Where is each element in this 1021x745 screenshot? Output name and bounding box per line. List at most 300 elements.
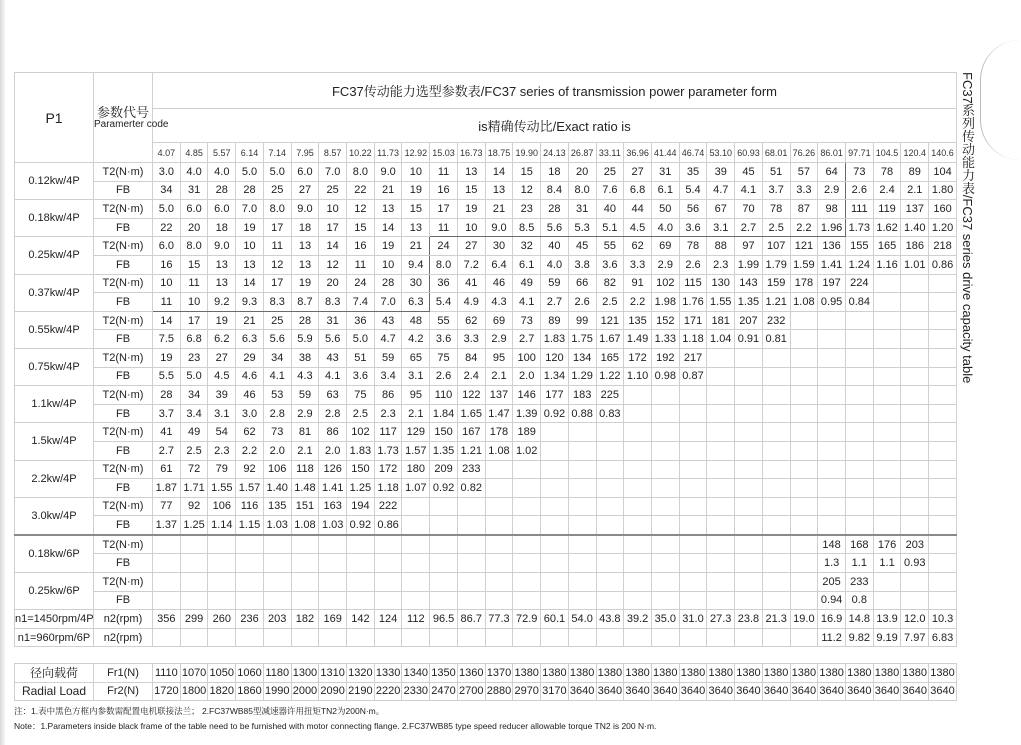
torque-cell bbox=[845, 311, 873, 330]
torque-cell bbox=[263, 535, 291, 554]
torque-cell: 102 bbox=[347, 423, 375, 442]
param-code: FB bbox=[94, 330, 153, 349]
torque-cell bbox=[790, 423, 818, 442]
fb-cell: 0.81 bbox=[762, 330, 790, 349]
table-row bbox=[15, 460, 957, 479]
fb-cell: 5.6 bbox=[263, 330, 291, 349]
fb-cell bbox=[513, 479, 541, 498]
fb-cell bbox=[596, 591, 624, 610]
fb-cell: 3.0 bbox=[236, 404, 264, 423]
fb-cell bbox=[901, 330, 929, 349]
fb-cell: 5.1 bbox=[596, 218, 624, 237]
fb-cell bbox=[236, 554, 264, 573]
torque-cell bbox=[291, 535, 319, 554]
speed-cell: 11.2 bbox=[818, 628, 846, 647]
fb-cell bbox=[596, 554, 624, 573]
fb-cell bbox=[707, 516, 735, 535]
torque-cell: 19 bbox=[208, 311, 236, 330]
ratio-value-24: 86.01 bbox=[818, 143, 846, 163]
fb-cell: 1.33 bbox=[651, 330, 679, 349]
fb-cell bbox=[762, 516, 790, 535]
page-edge-shadow bbox=[0, 0, 6, 745]
fb-cell bbox=[679, 516, 707, 535]
ratio-value-10: 15.03 bbox=[430, 143, 458, 163]
speed-cell: 19.0 bbox=[790, 610, 818, 629]
torque-cell bbox=[568, 573, 596, 592]
speed-cell: 16.9 bbox=[818, 610, 846, 629]
speed-cell: 6.83 bbox=[929, 628, 957, 647]
ratio-value-19: 46.74 bbox=[679, 143, 707, 163]
torque-cell bbox=[596, 497, 624, 516]
fb-cell bbox=[541, 591, 569, 610]
torque-cell bbox=[568, 460, 596, 479]
fb-cell: 15 bbox=[457, 181, 485, 200]
fb-cell bbox=[735, 367, 763, 386]
speed-cell: 21.3 bbox=[762, 610, 790, 629]
table-row bbox=[15, 628, 957, 647]
speed-cell bbox=[374, 628, 402, 647]
torque-cell: 121 bbox=[596, 311, 624, 330]
torque-cell: 78 bbox=[679, 237, 707, 256]
torque-cell: 5.0 bbox=[236, 163, 264, 182]
torque-cell: 31 bbox=[319, 311, 347, 330]
torque-cell: 194 bbox=[347, 497, 375, 516]
fb-cell bbox=[873, 516, 901, 535]
table-row bbox=[15, 479, 957, 498]
fb-cell: 1.41 bbox=[818, 255, 846, 274]
torque-cell: 122 bbox=[457, 386, 485, 405]
fb-cell: 0.92 bbox=[430, 479, 458, 498]
fb-cell: 1.18 bbox=[374, 479, 402, 498]
torque-cell: 165 bbox=[596, 348, 624, 367]
fb-cell: 2.5 bbox=[347, 404, 375, 423]
fb-cell bbox=[513, 554, 541, 573]
speed-cell bbox=[263, 628, 291, 647]
torque-cell bbox=[929, 348, 957, 367]
speed-cell: 14.8 bbox=[845, 610, 873, 629]
torque-cell: 59 bbox=[541, 274, 569, 293]
torque-cell bbox=[901, 311, 929, 330]
fb-cell bbox=[873, 591, 901, 610]
fb-cell bbox=[651, 441, 679, 460]
torque-cell: 120 bbox=[541, 348, 569, 367]
speed-cell: 142 bbox=[347, 610, 375, 629]
fb-cell bbox=[624, 554, 652, 573]
torque-cell: 9.0 bbox=[208, 237, 236, 256]
fb-cell bbox=[457, 591, 485, 610]
torque-cell: 66 bbox=[568, 274, 596, 293]
radial-load-cell: 1300 bbox=[291, 664, 319, 683]
fb-cell: 3.1 bbox=[208, 404, 236, 423]
fb-cell bbox=[651, 591, 679, 610]
fb-cell: 2.0 bbox=[513, 367, 541, 386]
ratio-value-25: 97.71 bbox=[845, 143, 873, 163]
fb-cell: 9.2 bbox=[208, 293, 236, 312]
torque-cell: 41 bbox=[153, 423, 181, 442]
torque-cell: 116 bbox=[236, 497, 264, 516]
fb-cell: 1.83 bbox=[347, 441, 375, 460]
fb-cell: 9.0 bbox=[485, 218, 513, 237]
table-row bbox=[15, 200, 957, 219]
fb-cell: 5.5 bbox=[153, 367, 181, 386]
torque-cell: 62 bbox=[457, 311, 485, 330]
power-label: n1=960rpm/6P bbox=[15, 628, 94, 647]
torque-cell: 57 bbox=[790, 163, 818, 182]
torque-cell: 18 bbox=[541, 163, 569, 182]
torque-cell: 86 bbox=[374, 386, 402, 405]
torque-cell bbox=[873, 386, 901, 405]
torque-cell bbox=[153, 535, 181, 554]
torque-cell: 102 bbox=[651, 274, 679, 293]
table-row bbox=[15, 610, 957, 629]
transmission-power-table bbox=[14, 72, 957, 647]
fb-cell bbox=[263, 591, 291, 610]
torque-cell: 43 bbox=[319, 348, 347, 367]
speed-cell: 356 bbox=[153, 610, 181, 629]
torque-cell: 19 bbox=[374, 237, 402, 256]
torque-cell: 9.0 bbox=[291, 200, 319, 219]
ratio-value-27: 120.4 bbox=[901, 143, 929, 163]
fb-cell: 4.9 bbox=[457, 293, 485, 312]
radial-load-cell: 2220 bbox=[374, 682, 402, 701]
torque-cell bbox=[402, 497, 430, 516]
fb-cell bbox=[430, 554, 458, 573]
fb-cell bbox=[568, 554, 596, 573]
torque-cell bbox=[929, 386, 957, 405]
speed-cell bbox=[430, 628, 458, 647]
torque-cell: 36 bbox=[347, 311, 375, 330]
torque-cell bbox=[818, 460, 846, 479]
table-row bbox=[15, 163, 957, 182]
fb-cell: 17 bbox=[319, 218, 347, 237]
fb-cell: 16 bbox=[153, 255, 181, 274]
torque-cell: 209 bbox=[430, 460, 458, 479]
radial-load-cell: 2090 bbox=[319, 682, 347, 701]
speed-cell: 23.8 bbox=[735, 610, 763, 629]
fb-cell bbox=[762, 479, 790, 498]
speed-cell bbox=[651, 628, 679, 647]
fb-cell: 8.0 bbox=[568, 181, 596, 200]
speed-cell: 13.9 bbox=[873, 610, 901, 629]
fb-cell bbox=[541, 441, 569, 460]
speed-cell bbox=[291, 628, 319, 647]
torque-cell bbox=[541, 573, 569, 592]
radial-load-cell: 1380 bbox=[541, 664, 569, 683]
torque-cell bbox=[762, 460, 790, 479]
speed-cell bbox=[236, 628, 264, 647]
torque-cell: 40 bbox=[541, 237, 569, 256]
fb-cell: 1.79 bbox=[762, 255, 790, 274]
fb-cell bbox=[818, 479, 846, 498]
torque-cell: 186 bbox=[901, 237, 929, 256]
param-code: FB bbox=[94, 218, 153, 237]
ratio-row bbox=[15, 143, 957, 163]
radial-label-en: Radial Load bbox=[15, 682, 94, 701]
torque-cell bbox=[929, 423, 957, 442]
torque-cell bbox=[929, 311, 957, 330]
torque-cell: 17 bbox=[430, 200, 458, 219]
fb-cell bbox=[541, 479, 569, 498]
fb-cell bbox=[762, 554, 790, 573]
table-row bbox=[15, 274, 957, 293]
fb-cell: 2.7 bbox=[513, 330, 541, 349]
torque-cell: 49 bbox=[180, 423, 208, 442]
fb-cell bbox=[790, 330, 818, 349]
ratio-value-8: 11.73 bbox=[374, 143, 402, 163]
torque-cell: 56 bbox=[679, 200, 707, 219]
radial-load-cell: 1860 bbox=[236, 682, 264, 701]
torque-cell: 23 bbox=[513, 200, 541, 219]
fb-cell bbox=[845, 479, 873, 498]
table-row bbox=[15, 255, 957, 274]
fb-cell: 4.5 bbox=[208, 367, 236, 386]
fb-cell bbox=[845, 330, 873, 349]
radial-load-cell: 1070 bbox=[180, 664, 208, 683]
torque-cell: 21 bbox=[236, 311, 264, 330]
fb-cell: 1.18 bbox=[679, 330, 707, 349]
fb-cell bbox=[707, 554, 735, 573]
torque-cell bbox=[790, 348, 818, 367]
radial-load-cell: 2190 bbox=[347, 682, 375, 701]
torque-cell: 118 bbox=[291, 460, 319, 479]
fb-cell: 5.6 bbox=[319, 330, 347, 349]
torque-cell: 5.0 bbox=[153, 200, 181, 219]
param-code: FB bbox=[94, 404, 153, 423]
fb-cell: 1.03 bbox=[263, 516, 291, 535]
torque-cell bbox=[873, 423, 901, 442]
torque-cell: 25 bbox=[596, 163, 624, 182]
fb-cell: 22 bbox=[153, 218, 181, 237]
fb-cell: 1.1 bbox=[873, 554, 901, 573]
fb-cell: 3.6 bbox=[596, 255, 624, 274]
torque-cell: 40 bbox=[596, 200, 624, 219]
fb-cell: 10 bbox=[374, 255, 402, 274]
torque-cell: 180 bbox=[402, 460, 430, 479]
speed-cell: 39.2 bbox=[624, 610, 652, 629]
torque-cell: 51 bbox=[762, 163, 790, 182]
fb-cell: 2.6 bbox=[430, 367, 458, 386]
torque-cell bbox=[735, 460, 763, 479]
fb-cell bbox=[929, 367, 957, 386]
fb-cell bbox=[873, 404, 901, 423]
power-label: 2.2kw/4P bbox=[15, 460, 94, 497]
torque-cell: 46 bbox=[485, 274, 513, 293]
torque-cell: 167 bbox=[457, 423, 485, 442]
torque-cell bbox=[319, 535, 347, 554]
torque-cell: 30 bbox=[485, 237, 513, 256]
torque-cell bbox=[513, 460, 541, 479]
param-code: T2(N·m) bbox=[94, 460, 153, 479]
fb-cell: 5.6 bbox=[541, 218, 569, 237]
fb-cell: 2.7 bbox=[541, 293, 569, 312]
ratio-value-23: 76.26 bbox=[790, 143, 818, 163]
fb-cell bbox=[347, 591, 375, 610]
torque-cell: 25 bbox=[263, 311, 291, 330]
torque-cell bbox=[762, 535, 790, 554]
param-code: T2(N·m) bbox=[94, 497, 153, 516]
ratio-value-6: 8.57 bbox=[319, 143, 347, 163]
torque-cell bbox=[901, 423, 929, 442]
side-title: FC37系列传动能力表/FC37 series drive capacity table bbox=[960, 72, 975, 384]
fb-cell: 7.2 bbox=[457, 255, 485, 274]
torque-cell: 6.0 bbox=[153, 237, 181, 256]
torque-cell: 41 bbox=[457, 274, 485, 293]
torque-cell bbox=[513, 573, 541, 592]
fb-cell: 13 bbox=[402, 218, 430, 237]
speed-cell: 169 bbox=[319, 610, 347, 629]
fb-cell: 2.7 bbox=[735, 218, 763, 237]
table-row bbox=[15, 330, 957, 349]
radial-load-cell: 3640 bbox=[901, 682, 929, 701]
speed-cell: 9.19 bbox=[873, 628, 901, 647]
speed-cell: 299 bbox=[180, 610, 208, 629]
fb-cell bbox=[457, 554, 485, 573]
torque-cell bbox=[735, 535, 763, 554]
radial-load-cell: 3640 bbox=[568, 682, 596, 701]
torque-cell: 34 bbox=[263, 348, 291, 367]
radial-load-cell: 1380 bbox=[735, 664, 763, 683]
power-label: 0.75kw/4P bbox=[15, 348, 94, 385]
fb-cell: 10 bbox=[180, 293, 208, 312]
torque-cell bbox=[707, 460, 735, 479]
fb-cell: 1.08 bbox=[485, 441, 513, 460]
torque-cell bbox=[457, 497, 485, 516]
fb-cell: 0.87 bbox=[679, 367, 707, 386]
torque-cell bbox=[291, 573, 319, 592]
torque-cell bbox=[790, 535, 818, 554]
fb-cell: 0.92 bbox=[347, 516, 375, 535]
fb-cell: 4.5 bbox=[624, 218, 652, 237]
radial-label-cn: 径向载荷 bbox=[15, 664, 94, 683]
torque-cell: 59 bbox=[291, 386, 319, 405]
torque-cell: 152 bbox=[651, 311, 679, 330]
torque-cell: 39 bbox=[707, 163, 735, 182]
fb-cell: 0.86 bbox=[374, 516, 402, 535]
speed-cell bbox=[735, 628, 763, 647]
torque-cell: 39 bbox=[208, 386, 236, 405]
torque-cell: 8.0 bbox=[263, 200, 291, 219]
torque-cell bbox=[457, 535, 485, 554]
fb-cell: 8.4 bbox=[541, 181, 569, 200]
speed-cell: 86.7 bbox=[457, 610, 485, 629]
radial-load-cell: 1380 bbox=[568, 664, 596, 683]
param-code: T2(N·m) bbox=[94, 163, 153, 182]
fb-cell bbox=[873, 330, 901, 349]
torque-cell: 86 bbox=[319, 423, 347, 442]
fb-cell: 1.76 bbox=[679, 293, 707, 312]
torque-cell bbox=[845, 460, 873, 479]
fb-cell: 1.21 bbox=[762, 293, 790, 312]
torque-cell: 55 bbox=[596, 237, 624, 256]
fb-cell: 1.57 bbox=[236, 479, 264, 498]
ratio-value-7: 10.22 bbox=[347, 143, 375, 163]
torque-cell: 8.0 bbox=[347, 163, 375, 182]
torque-cell bbox=[513, 535, 541, 554]
fb-cell bbox=[263, 554, 291, 573]
param-code: T2(N·m) bbox=[94, 573, 153, 592]
torque-cell bbox=[873, 348, 901, 367]
torque-cell: 19 bbox=[153, 348, 181, 367]
torque-cell: 13 bbox=[374, 200, 402, 219]
torque-cell: 6.0 bbox=[291, 163, 319, 182]
param-code: FB bbox=[94, 591, 153, 610]
torque-cell: 192 bbox=[651, 348, 679, 367]
torque-cell bbox=[568, 497, 596, 516]
torque-cell: 136 bbox=[818, 237, 846, 256]
fb-cell: 8.5 bbox=[513, 218, 541, 237]
radial-load-cell: 1800 bbox=[180, 682, 208, 701]
fb-cell bbox=[901, 404, 929, 423]
fb-cell: 11 bbox=[430, 218, 458, 237]
torque-cell: 89 bbox=[901, 163, 929, 182]
fb-cell: 6.8 bbox=[180, 330, 208, 349]
fb-cell bbox=[624, 404, 652, 423]
fb-cell: 8.7 bbox=[291, 293, 319, 312]
torque-cell: 29 bbox=[236, 348, 264, 367]
fb-cell: 0.8 bbox=[845, 591, 873, 610]
torque-cell: 14 bbox=[319, 237, 347, 256]
radial-load-cell: 1720 bbox=[153, 682, 181, 701]
table-row bbox=[15, 348, 957, 367]
fb-cell: 1.02 bbox=[513, 441, 541, 460]
fb-cell bbox=[236, 591, 264, 610]
table-row bbox=[15, 591, 957, 610]
fb-cell: 6.4 bbox=[485, 255, 513, 274]
power-label: 1.5kw/4P bbox=[15, 423, 94, 460]
power-label: 0.25kw/6P bbox=[15, 573, 94, 610]
torque-cell: 129 bbox=[402, 423, 430, 442]
torque-cell: 171 bbox=[679, 311, 707, 330]
torque-cell bbox=[596, 423, 624, 442]
radial-load-cell: 1360 bbox=[457, 664, 485, 683]
speed-cell bbox=[208, 628, 236, 647]
fb-cell: 4.1 bbox=[263, 367, 291, 386]
torque-cell bbox=[430, 497, 458, 516]
fb-cell bbox=[707, 441, 735, 460]
torque-cell: 75 bbox=[347, 386, 375, 405]
ratio-value-9: 12.92 bbox=[402, 143, 430, 163]
fb-cell bbox=[735, 479, 763, 498]
torque-cell bbox=[236, 535, 264, 554]
fb-cell bbox=[457, 516, 485, 535]
fb-cell bbox=[180, 554, 208, 573]
fb-cell: 0.82 bbox=[457, 479, 485, 498]
param-code: T2(N·m) bbox=[94, 386, 153, 405]
torque-cell: 165 bbox=[873, 237, 901, 256]
param-code: FB bbox=[94, 479, 153, 498]
table-row bbox=[15, 441, 957, 460]
torque-cell: 183 bbox=[568, 386, 596, 405]
torque-cell: 181 bbox=[707, 311, 735, 330]
fb-cell: 0.88 bbox=[568, 404, 596, 423]
fb-cell: 1.83 bbox=[541, 330, 569, 349]
power-label: n1=1450rpm/4P bbox=[15, 610, 94, 629]
torque-cell: 106 bbox=[263, 460, 291, 479]
fb-cell: 4.3 bbox=[485, 293, 513, 312]
torque-cell bbox=[624, 573, 652, 592]
fb-cell: 1.73 bbox=[374, 441, 402, 460]
speed-cell: 203 bbox=[263, 610, 291, 629]
torque-cell: 8.0 bbox=[180, 237, 208, 256]
torque-cell bbox=[929, 460, 957, 479]
fb-cell: 7.6 bbox=[596, 181, 624, 200]
fb-cell: 2.3 bbox=[707, 255, 735, 274]
torque-cell: 143 bbox=[735, 274, 763, 293]
fb-cell bbox=[651, 479, 679, 498]
torque-cell bbox=[153, 573, 181, 592]
torque-cell: 13 bbox=[208, 274, 236, 293]
torque-cell bbox=[845, 348, 873, 367]
